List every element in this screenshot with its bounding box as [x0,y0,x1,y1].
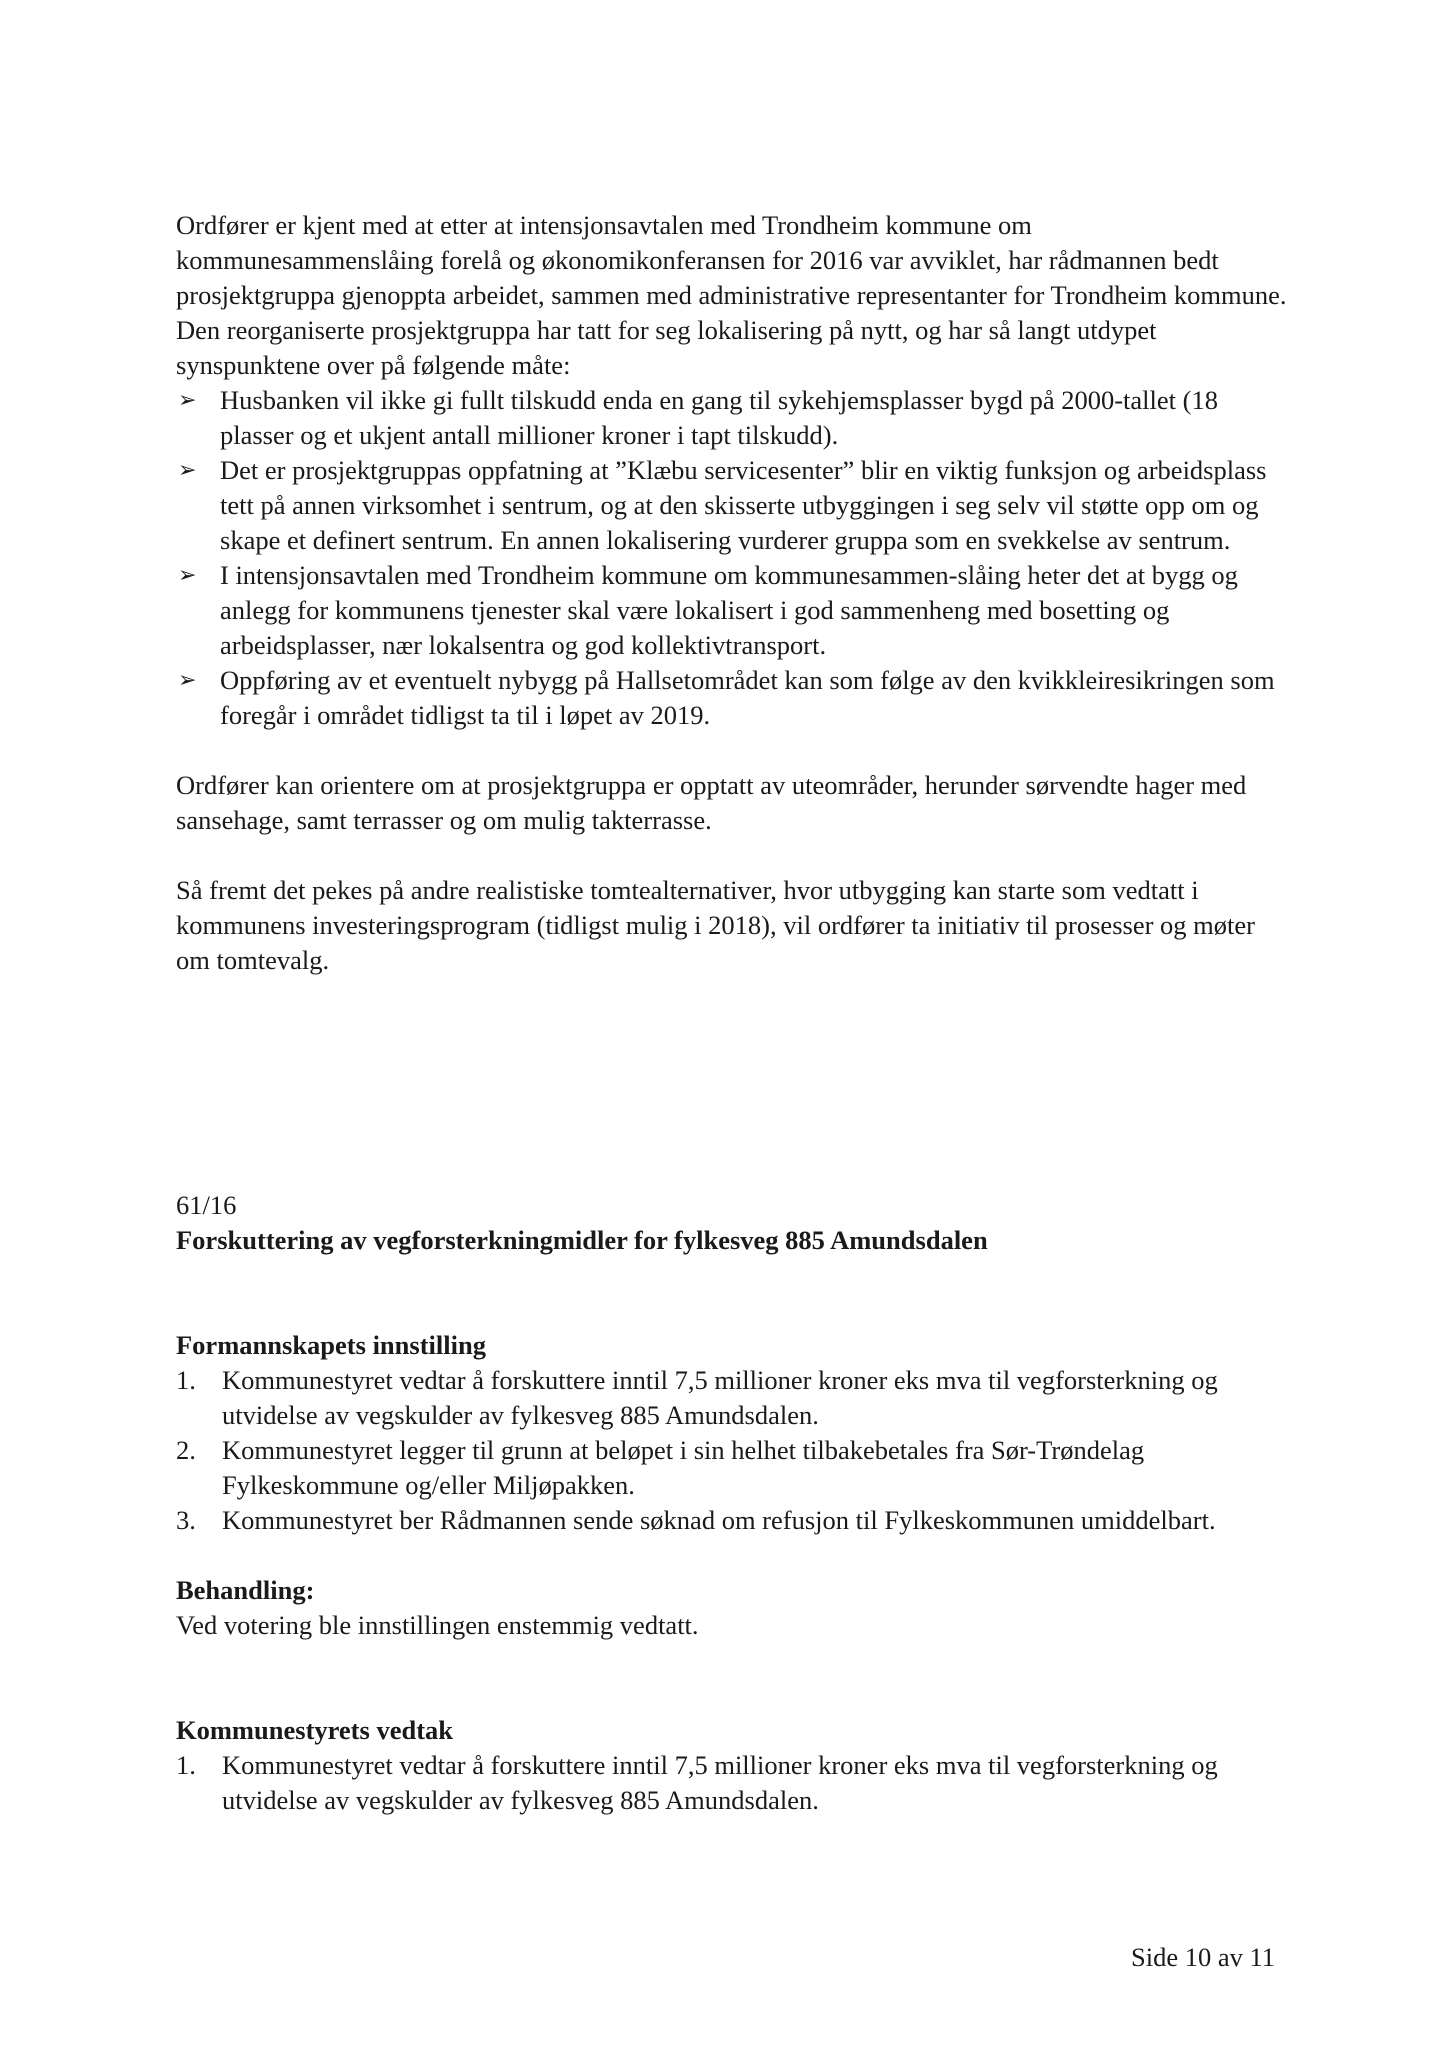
list-item [176,1433,1290,1503]
bullet-text: Det er prosjektgruppas oppfatning at ”Klæbu servicesenter” blir en viktig funksjon og arbeidsplass tett på annen virksomhet i sentrum, og at den skisserte utbyggingen i seg selv vil støtte opp om og skape et definert sentrum. En annen lokalisering vurderer gruppa som en svekkelse av sentrum. [220,455,1267,555]
list-item [176,453,1290,558]
item-text: Kommunestyret ber Rådmannen sende søknad om refusjon til Fylkeskommunen umiddelbart. [222,1505,1216,1535]
list-item [176,663,1290,733]
bullet-text: Oppføring av et eventuelt nybygg på Hallsetområdet kan som følge av den kvikkleiresikringen som foregår i området tidligst ta til i løpet av 2019. [220,665,1275,730]
behandling-text: Ved votering ble innstillingen enstemmig vedtatt. [176,1610,699,1640]
arrow-bullet-icon: ➢ [178,388,197,413]
bullet-list [176,383,1290,733]
innstilling-list [176,1363,1290,1538]
item-text: Kommunestyret vedtar å forskuttere inntil 7,5 millioner kroner eks mva til vegforsterkning og utvidelse av vegskulder av fylkesveg 885 Amundsdalen. [222,1365,1218,1430]
page-number: Side 10 av 11 [1130,1942,1275,1972]
list-item [176,383,1290,453]
arrow-bullet-icon: ➢ [178,563,197,588]
list-item [176,558,1290,663]
case-number: 61/16 [176,1190,237,1220]
item-number: 2. [176,1435,196,1465]
item-text: Kommunestyret legger til grunn at beløpet i sin helhet tilbakebetales fra Sør-Trøndelag Fylkeskommune og/eller Miljøpakken. [222,1435,1145,1500]
item-number: 1. [176,1365,196,1395]
item-text: Kommunestyret vedtar å forskuttere inntil 7,5 millioner kroner eks mva til vegforsterkning og utvidelse av vegskulder av fylkesveg 885 Amundsdalen. [222,1750,1218,1815]
case-title: Forskuttering av vegforsterkningmidler for fylkesveg 885 Amundsdalen [176,1225,988,1255]
behandling-heading: Behandling: [176,1575,315,1605]
intro-paragraph: Ordfører er kjent med at etter at intensjonsavtalen med Trondheim kommune om kommunesammenslåing forelå og økonomikonferansen for 2016 var avviklet, har rådmannen bedt prosjektgruppa gjenoppta arbeidet, sammen med administrative representanter for Trondheim kommune. Den reorganiserte prosjektgruppa har tatt for seg lokalisering på nytt, og har så langt utdypet synspunktene over på følgende måte: [176,210,1287,380]
vedtak-heading: Kommunestyrets vedtak [176,1715,454,1745]
list-item [176,1748,1290,1818]
uteomrader-paragraph: Ordfører kan orientere om at prosjektgruppa er opptatt av uteområder, herunder sørvendte hager med sansehage, samt terrasser og om mulig takterrasse. [176,770,1247,835]
list-item [176,1363,1290,1433]
bullet-text: I intensjonsavtalen med Trondheim kommune om kommunesammen-slåing heter det at bygg og anlegg for kommunens tjenester skal være lokalisert i god sammenheng med bosetting og arbeidsplasser, nær lokalsentra og god kollektivtransport. [220,560,1238,660]
tomtevalg-paragraph: Så fremt det pekes på andre realistiske tomtealternativer, hvor utbygging kan starte som vedtatt i kommunens investeringsprogram (tidligst mulig i 2018), vil ordfører ta initiativ til prosesser og møter om tomtevalg. [176,875,1255,975]
bullet-text: Husbanken vil ikke gi fullt tilskudd enda en gang til sykehjemsplasser bygd på 2000-tallet (18 plasser og et ukjent antall millioner kroner i tapt tilskudd). [220,385,1218,450]
item-number: 3. [176,1505,196,1535]
innstilling-heading: Formannskapets innstilling [176,1330,486,1360]
list-item [176,1503,1290,1538]
arrow-bullet-icon: ➢ [178,458,197,483]
item-number: 1. [176,1750,196,1780]
vedtak-list [176,1748,1290,1818]
arrow-bullet-icon: ➢ [178,668,197,693]
